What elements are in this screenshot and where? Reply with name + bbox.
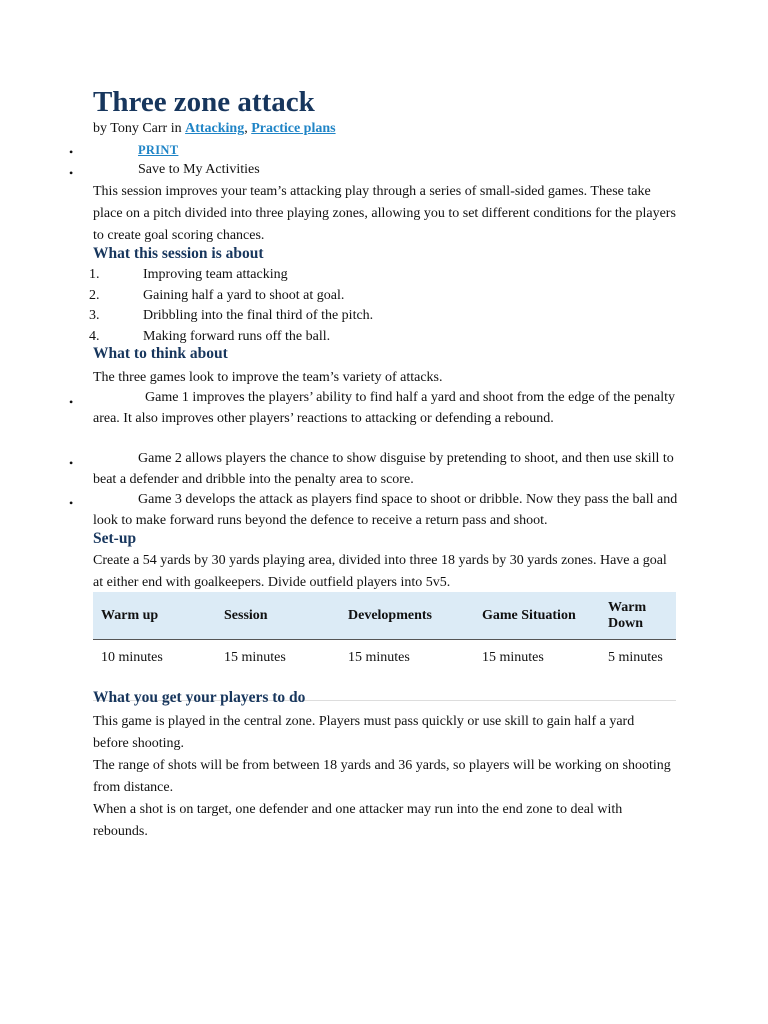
table-cell: 15 minutes [474,640,600,701]
byline [93,121,336,137]
print-link[interactable]: PRINT [138,143,179,157]
list-number: 2. [89,288,100,303]
table-cell: 15 minutes [340,640,474,701]
todo-paragraph: The range of shots will be from between 18 yards and 36 yards, so players will be working on shooting from distance. [93,758,671,795]
todo-paragraph: When a shot is on target, one defender and one attacker may run into the end zone to deal with rebounds. [93,802,623,839]
setup-text: Create a 54 yards by 30 yards playing area, divided into three 18 yards by 30 yards zones. Have a goal at either end with goalkeepers. Divide outfield players into 5v5. [93,553,667,590]
page-title: Three zone attack [93,86,315,118]
bullet-icon: • [69,456,74,470]
bullet-icon: • [69,395,74,409]
list-number: 3. [89,308,100,323]
schedule-table [93,592,676,701]
table-cell: 15 minutes [216,640,340,701]
todo-paragraph: This game is played in the central zone. Players must pass quickly or use skill to gain half a yard before shooting. [93,714,635,751]
game-2-text: Game 2 allows players the chance to show disguise by pretending to shoot, and then use skill to beat a defender and dribble into the penalty area to score. [93,451,674,487]
game-3-text: Game 3 develops the attack as players find space to shoot or dribble. Now they pass the ball and look to make forward runs beyond the defence to receive a return pass and shoot. [93,492,678,528]
table-cell: 5 minutes [600,640,676,701]
intro-paragraph: This session improves your team’s attacking play through a series of small-sided games. These take place on a pitch divided into three playing zones, allowing you to set different conditions for the players to create goal scoring chances. [93,184,676,243]
section-heading-think: What to think about [93,345,228,362]
table-header-row [93,592,676,640]
table-header: Warm Down [600,592,676,640]
list-item: Dribbling into the final third of the pitch. [143,308,374,323]
bullet-icon: • [69,166,74,180]
save-activity-link[interactable]: Save to My Activities [138,162,260,177]
table-header: Game Situation [474,592,600,640]
byline-author: by Tony Carr in [93,121,186,136]
list-number: 1. [89,267,100,282]
table-header: Developments [340,592,474,640]
section-heading-setup: Set-up [93,530,137,547]
think-lead: The three games look to improve the team’s variety of attacks. [93,370,443,385]
table-header: Session [216,592,340,640]
byline-separator: , [244,121,252,136]
table-header: Warm up [93,592,216,640]
section-heading-todo: What you get your players to do [93,689,306,706]
bullet-icon: • [69,145,74,159]
section-heading-about: What this session is about [93,245,264,262]
list-item: Making forward runs off the ball. [143,329,331,344]
table-cell: 10 minutes [93,640,216,701]
bullet-icon: • [69,496,74,510]
list-item: Improving team attacking [143,267,288,282]
category-link-attacking[interactable]: Attacking [185,121,245,136]
game-1-text: Game 1 improves the players’ ability to find half a yard and shoot from the edge of the penalty area. It also improves other players’ reactions to attacking or defending a rebound. [93,390,676,426]
list-item: Gaining half a yard to shoot at goal. [143,288,345,303]
list-number: 4. [89,329,100,344]
category-link-practice-plans[interactable]: Practice plans [251,121,336,136]
